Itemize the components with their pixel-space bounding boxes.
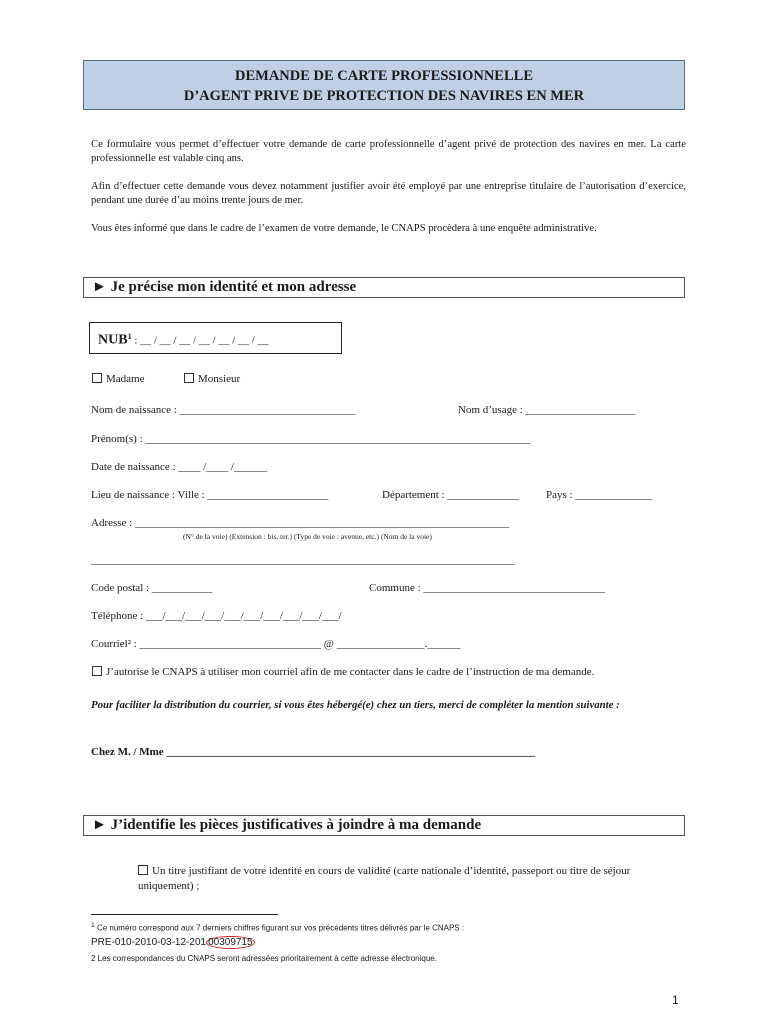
heberge-note: Pour faciliter la distribution du courrier, si vous êtes hébergé(e) chez un tiers, merci de compléter la mention suivante : <box>91 699 620 711</box>
adresse-line2-field[interactable]: _____________________________________________________________________________ <box>91 554 515 566</box>
footnote-1-example-circled: 00309715 <box>208 937 253 948</box>
intro-paragraph-1: Ce formulaire vous permet d’effectuer votre demande de carte professionnelle d’agent privé de protection des navires en mer. La carte professionnelle est valable cinq ans. <box>91 139 686 164</box>
nom-usage-field[interactable]: Nom d’usage : ____________________ <box>458 404 636 416</box>
page-number: 1 <box>672 993 679 1007</box>
footnote-separator <box>91 914 278 915</box>
checkbox-piece-identite[interactable] <box>138 864 683 894</box>
checkbox-piece-identite-label: Un titre justifiant de votre identité en cours de validité (carte nationale d’identité, passeport ou titre de séjour uniquement) ; <box>138 865 631 892</box>
checkbox-madame-label: Madame <box>106 373 145 385</box>
telephone-field[interactable]: Téléphone : ___/___/___/___/___/___/___/___/___/___/ <box>91 610 342 622</box>
nub-footnote-ref: 1 <box>127 332 132 341</box>
nub-input[interactable]: : __ / __ / __ / __ / __ / __ / __ <box>131 334 269 347</box>
form-title-line1: DEMANDE DE CARTE PROFESSIONNELLE <box>235 68 533 84</box>
checkbox-piece-identite-box[interactable] <box>138 865 148 875</box>
checkbox-monsieur-label: Monsieur <box>198 373 241 385</box>
footnote-1-text: Ce numéro correspond aux 7 derniers chiffres figurant sur vos précédents titres délivrés par le CNAPS : <box>96 923 465 933</box>
footnote-1-number: 1 <box>91 922 95 929</box>
footnote-1 <box>91 922 464 933</box>
courriel-field[interactable]: Courriel² : _________________________________ @ ________________.______ <box>91 638 461 650</box>
nub-label: NUB <box>98 332 128 348</box>
pays-field[interactable]: Pays : ______________ <box>546 489 653 501</box>
prenoms-field[interactable]: Prénom(s) : ______________________________________________________________________ <box>91 433 531 445</box>
checkbox-madame-box[interactable] <box>92 373 102 383</box>
footnote-1-example-prefix: PRE-010-2010-03-12-201 <box>91 937 207 948</box>
chez-field[interactable]: Chez M. / Mme ___________________________________________________________________ <box>91 746 535 758</box>
section-identity-header: ► Je précise mon identité et mon adresse <box>83 277 685 298</box>
section-documents-header: ► J’identifie les pièces justificatives à joindre à ma demande <box>83 815 685 836</box>
checkbox-madame[interactable] <box>92 372 144 386</box>
code-postal-field[interactable]: Code postal : ___________ <box>91 582 213 594</box>
date-naissance-field[interactable]: Date de naissance : ____ /____ /______ <box>91 461 267 473</box>
checkbox-autorise-label: J’autorise le CNAPS à utiliser mon courriel afin de me contacter dans le cadre de l’instruction de ma demande. <box>106 666 595 678</box>
lieu-naissance-field[interactable]: Lieu de naissance : Ville : ______________________ <box>91 489 329 501</box>
checkbox-monsieur[interactable] <box>184 372 240 386</box>
commune-field[interactable]: Commune : _________________________________ <box>369 582 605 594</box>
checkbox-monsieur-box[interactable] <box>184 373 194 383</box>
intro-paragraph-3: Vous êtes informé que dans le cadre de l’examen de votre demande, le CNAPS procèdera à une enquête administrative. <box>91 223 597 234</box>
form-title-box <box>83 60 685 110</box>
adresse-field[interactable]: Adresse : ____________________________________________________________________ <box>91 517 509 529</box>
checkbox-autorise-box[interactable] <box>92 666 102 676</box>
checkbox-autorise[interactable] <box>92 665 594 679</box>
form-title-line2: D’AGENT PRIVE DE PROTECTION DES NAVIRES EN MER <box>183 88 585 104</box>
intro-paragraph-2: Afin d’effectuer cette demande vous devez notamment justifier avoir été employé par une entreprise titulaire de l’autorisation d’exercice, pendant une durée d’au moins trente jours de mer. <box>91 181 686 206</box>
footnote-1-example <box>91 936 255 949</box>
adresse-hint: (N° de la voie) (Extension : bis, ter.) (Type de voie : avenue, etc.) (Nom de la voie) <box>183 532 432 541</box>
nom-naissance-field[interactable]: Nom de naissance : ________________________________ <box>91 404 356 416</box>
departement-field[interactable]: Département : _____________ <box>382 489 519 501</box>
footnote-2: 2 Les correspondances du CNAPS seront adressées prioritairement à cette adresse électronique. <box>91 954 437 963</box>
nub-field-box[interactable] <box>89 322 342 354</box>
